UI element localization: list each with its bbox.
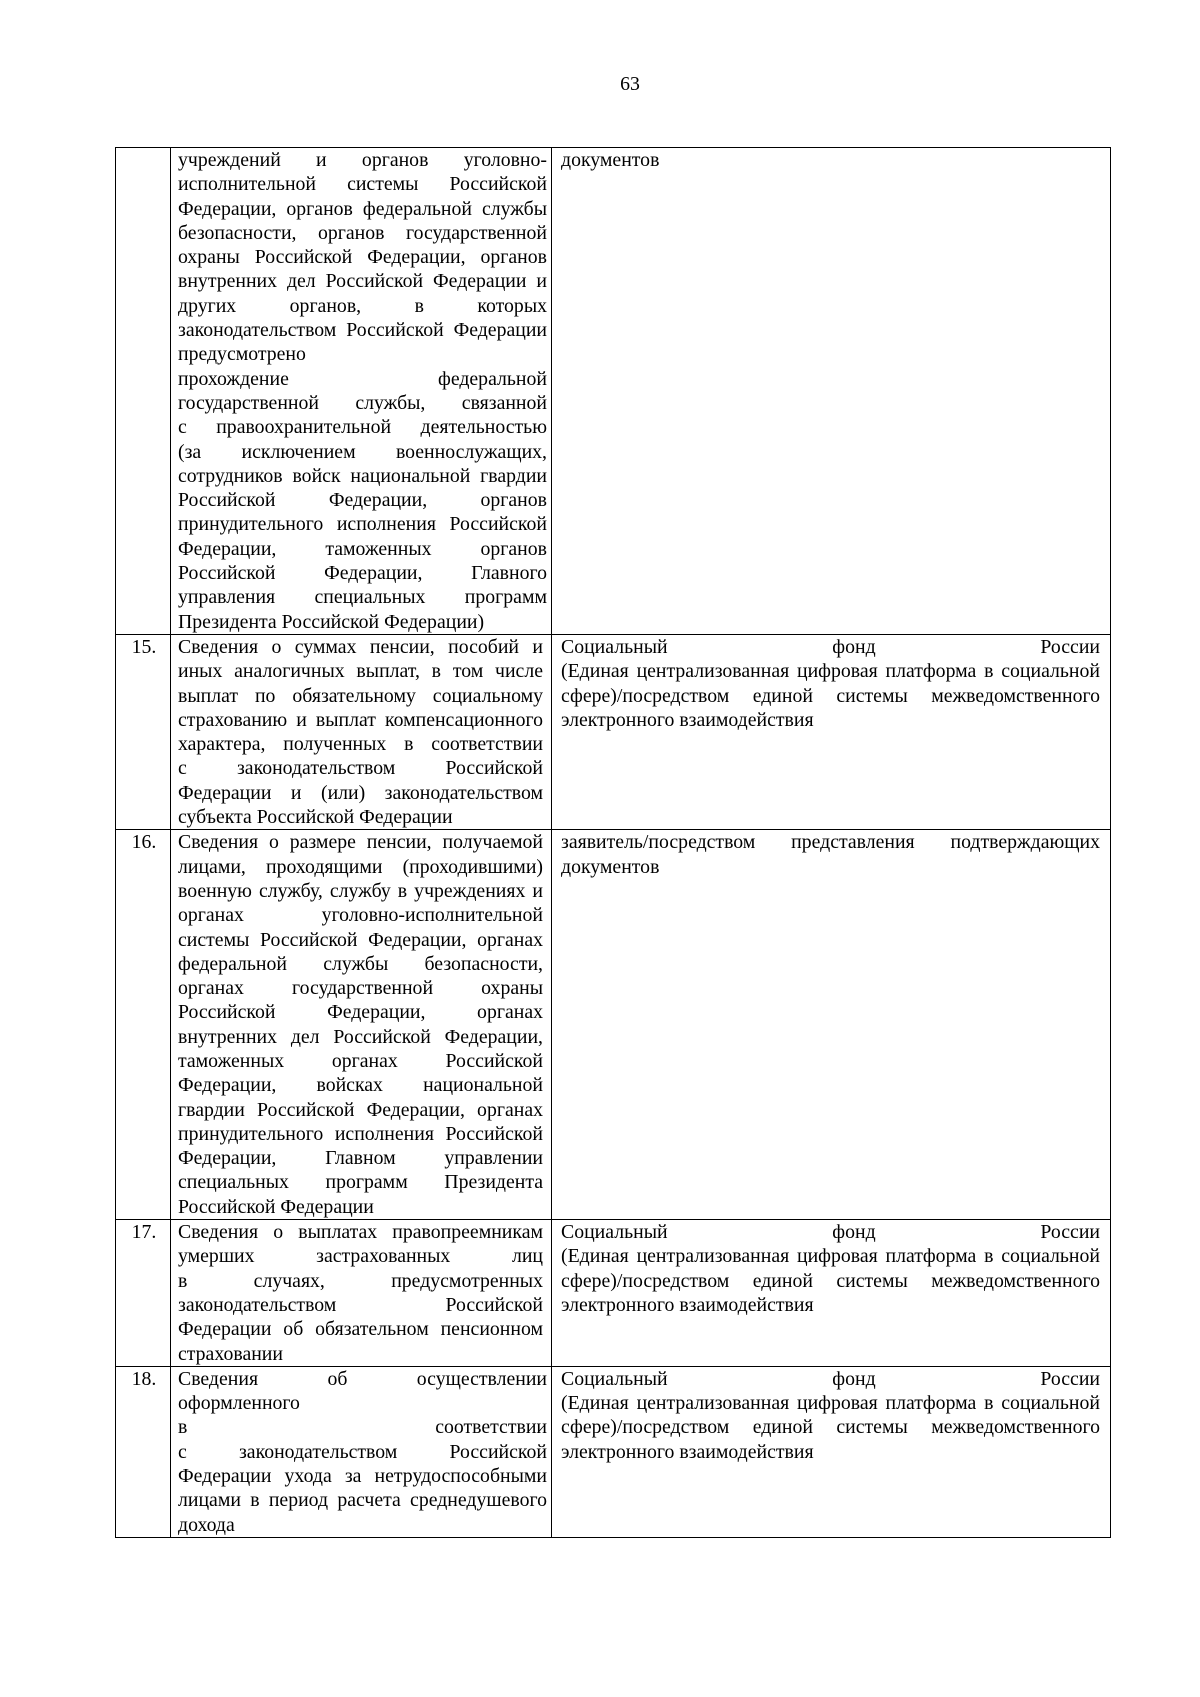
- description-line: военную службу, службу в учреждениях и: [178, 879, 543, 902]
- description-line: Федерации ухода за нетрудоспособными: [178, 1465, 547, 1488]
- source-cell: [552, 148, 1111, 635]
- description-line: гвардии Российской Федерации, органах: [178, 1098, 543, 1121]
- description-line: страхованию и выплат компенсационного: [178, 708, 543, 731]
- description-cell: [171, 148, 552, 635]
- description-line: дохода: [178, 1513, 235, 1536]
- description-cell: [171, 1220, 552, 1367]
- description-line: законодательством Российской: [178, 1293, 543, 1316]
- source-cell: [552, 1220, 1111, 1367]
- description-line: (за исключением военнослужащих,: [178, 440, 547, 463]
- source-line: (Единая централизованная цифровая платформа в социальной: [561, 1392, 1100, 1415]
- description-line: характера, полученных в соответствии: [178, 733, 543, 756]
- description-line: Российской Федерации, Главного: [178, 562, 547, 585]
- row-number-cell: [116, 1366, 171, 1537]
- description-line: лицами, проходящими (проходившими): [178, 855, 543, 878]
- source-line: сфере)/посредством единой системы межведомственного: [561, 684, 1100, 707]
- source-cell: [552, 830, 1111, 1220]
- description-line: прохождение федеральной: [178, 367, 547, 390]
- description-line: таможенных органах Российской: [178, 1049, 543, 1072]
- description-line: специальных программ Президента: [178, 1171, 543, 1194]
- description-line: иных аналогичных выплат, в том числе: [178, 660, 543, 683]
- description-line: выплат по обязательному социальному: [178, 684, 543, 707]
- description-line: Российской Федерации: [178, 1195, 374, 1218]
- row-number: 17.: [131, 1221, 157, 1244]
- description-line: принудительного исполнения Российской: [178, 1122, 543, 1145]
- page-number: 63: [620, 73, 640, 95]
- description-line: законодательством Российской Федерации: [178, 319, 547, 342]
- table-row: [116, 1366, 1111, 1537]
- source-line: Социальный фонд России: [561, 635, 1100, 658]
- description-line: Российской Федерации, органов: [178, 489, 547, 512]
- description-line: с правоохранительной деятельностью: [178, 416, 547, 439]
- description-line: страховании: [178, 1342, 283, 1365]
- row-number-cell: [116, 148, 171, 635]
- description-cell: [171, 634, 552, 829]
- table-row: [116, 1220, 1111, 1367]
- document-table: [115, 147, 1111, 1538]
- description-line: органах уголовно-исполнительной: [178, 904, 543, 927]
- row-number-cell: [116, 1220, 171, 1367]
- description-line: Федерации, войсках национальной: [178, 1074, 543, 1097]
- description-line: сотрудников войск национальной гвардии: [178, 464, 547, 487]
- description-cell: [171, 1366, 552, 1537]
- source-line: сфере)/посредством единой системы межведомственного: [561, 1269, 1100, 1292]
- source-line: (Единая централизованная цифровая платформа в социальной: [561, 1245, 1100, 1268]
- source-line: Социальный фонд России: [561, 1367, 1100, 1390]
- row-number: 18.: [131, 1367, 157, 1390]
- description-line: органах государственной охраны: [178, 977, 543, 1000]
- description-line: предусмотрено: [178, 343, 306, 366]
- description-line: внутренних дел Российской Федерации и: [178, 270, 547, 293]
- description-line: Федерации, таможенных органов: [178, 537, 547, 560]
- description-line: Федерации и (или) законодательством: [178, 781, 543, 804]
- source-line: сфере)/посредством единой системы межведомственного: [561, 1416, 1100, 1439]
- row-number: 16.: [131, 831, 157, 854]
- table-row: [116, 830, 1111, 1220]
- description-line: учреждений и органов уголовно-: [178, 149, 547, 171]
- description-line: Сведения о выплатах правопреемникам: [178, 1221, 543, 1244]
- description-line: лицами в период расчета среднедушевого: [178, 1489, 547, 1512]
- description-line: Российской Федерации, органах: [178, 1001, 543, 1024]
- description-line: других органов, в которых: [178, 294, 547, 317]
- description-line: государственной службы, связанной: [178, 391, 547, 414]
- description-line: Сведения об осуществлении: [178, 1367, 547, 1390]
- source-line: документов: [561, 149, 660, 171]
- row-number-cell: [116, 634, 171, 829]
- description-line: управления специальных программ: [178, 586, 547, 609]
- description-cell: [171, 830, 552, 1220]
- description-line: исполнительной системы Российской: [178, 173, 547, 196]
- description-line: Федерации, Главном управлении: [178, 1147, 543, 1170]
- source-cell: [552, 1366, 1111, 1537]
- description-line: в соответствии: [178, 1416, 547, 1439]
- description-line: охраны Российской Федерации, органов: [178, 246, 547, 269]
- source-line: документов: [561, 855, 660, 878]
- description-line: Сведения о суммах пенсии, пособий и: [178, 635, 543, 658]
- source-cell: [552, 634, 1111, 829]
- table-row: [116, 634, 1111, 829]
- source-line: Социальный фонд России: [561, 1221, 1100, 1244]
- source-line: электронного взаимодействия: [561, 1293, 814, 1316]
- description-line: умерших застрахованных лиц: [178, 1245, 543, 1268]
- description-line: федеральной службы безопасности,: [178, 952, 543, 975]
- source-line: электронного взаимодействия: [561, 708, 814, 731]
- description-line: с законодательством Российской: [178, 1440, 547, 1463]
- row-number: 15.: [131, 635, 157, 658]
- description-line: Президента Российской Федерации): [178, 610, 485, 633]
- description-line: с законодательством Российской: [178, 757, 543, 780]
- source-line: электронного взаимодействия: [561, 1440, 814, 1463]
- description-line: системы Российской Федерации, органах: [178, 928, 543, 951]
- row-number-cell: [116, 830, 171, 1220]
- table-row: [116, 148, 1111, 635]
- source-line: (Единая централизованная цифровая платформа в социальной: [561, 660, 1100, 683]
- description-line: в случаях, предусмотренных: [178, 1269, 543, 1292]
- description-line: Федерации об обязательном пенсионном: [178, 1318, 543, 1341]
- description-line: Федерации, органов федеральной службы: [178, 197, 547, 220]
- description-line: внутренних дел Российской Федерации,: [178, 1025, 543, 1048]
- description-line: принудительного исполнения Российской: [178, 513, 547, 536]
- description-line: оформленного: [178, 1392, 300, 1415]
- source-line: заявитель/посредством представления подтверждающих: [561, 831, 1100, 854]
- description-line: безопасности, органов государственной: [178, 221, 547, 244]
- description-line: субъекта Российской Федерации: [178, 806, 453, 829]
- description-line: Сведения о размере пенсии, получаемой: [178, 831, 543, 854]
